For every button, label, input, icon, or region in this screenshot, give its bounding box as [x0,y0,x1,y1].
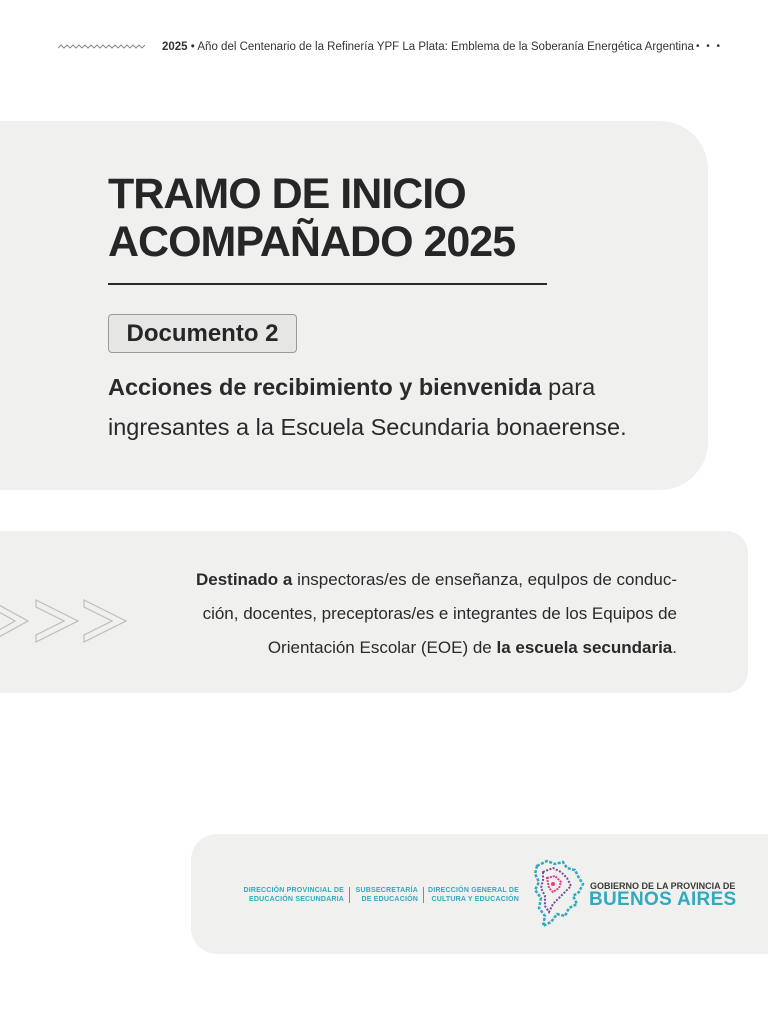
wave-line-icon [58,43,146,53]
title-divider [108,283,547,285]
org1-line-2: EDUCACIÓN SECUNDARIA [248,896,344,903]
org-separator [423,887,424,903]
header-tagline-bar [58,40,722,58]
audience-line-2: ción, docentes, preceptoras/es e integrantes de los Equipos de [202,604,677,623]
title-line-2: ACOMPAÑADO 2025 [108,218,516,266]
org-separator [349,887,350,903]
org3-line-2: CULTURA Y EDUCACIÓN [431,896,519,903]
audience-line-1: inspectoras/es de enseñanza, equIpos de conduc- [292,570,677,589]
audience-lead: Destinado a [195,570,293,589]
org-direccion-general [426,886,519,904]
subtitle-rest: para [541,374,596,400]
header-tagline-text: Año del Centenario de la Refinería YPF La Plata: Emblema de la Soberanía Energética Argentina [197,41,694,53]
audience-line-3-end: . [672,638,677,657]
org-direccion-provincial [236,886,344,904]
document-title [108,170,668,266]
org2-line-1: SUBSECRETARÍA [355,887,418,894]
audience-text [150,563,677,665]
government-label: GOBIERNO DE LA PROVINCIA DE [590,881,736,891]
subtitle-line-2: ingresantes a la Escuela Secundaria bonaerense. [108,414,627,440]
chevron-arrows-icon [0,598,130,644]
header-bullet: • [190,41,195,53]
org2-line-2: DE EDUCACIÓN [361,896,418,903]
title-line-1: TRAMO DE INICIO [108,170,466,218]
document-subtitle [108,367,688,447]
header-dots: • • • [695,41,722,52]
audience-line-3: Orientación Escolar (EOE) de [267,638,497,657]
subtitle-bold: Acciones de recibimiento y bienvenida [108,374,542,400]
header-tagline [162,41,694,53]
province-map-logo-icon [533,858,585,928]
header-year: 2025 [162,41,188,53]
document-number-badge: Documento 2 [108,314,297,353]
org-subsecretaria [352,886,418,904]
province-name: BUENOS AIRES [589,889,737,910]
org1-line-1: DIRECCIÓN PROVINCIAL DE [243,887,344,894]
audience-highlight: la escuela secundaria [496,638,673,657]
org3-line-1: DIRECCIÓN GENERAL DE [428,887,519,894]
